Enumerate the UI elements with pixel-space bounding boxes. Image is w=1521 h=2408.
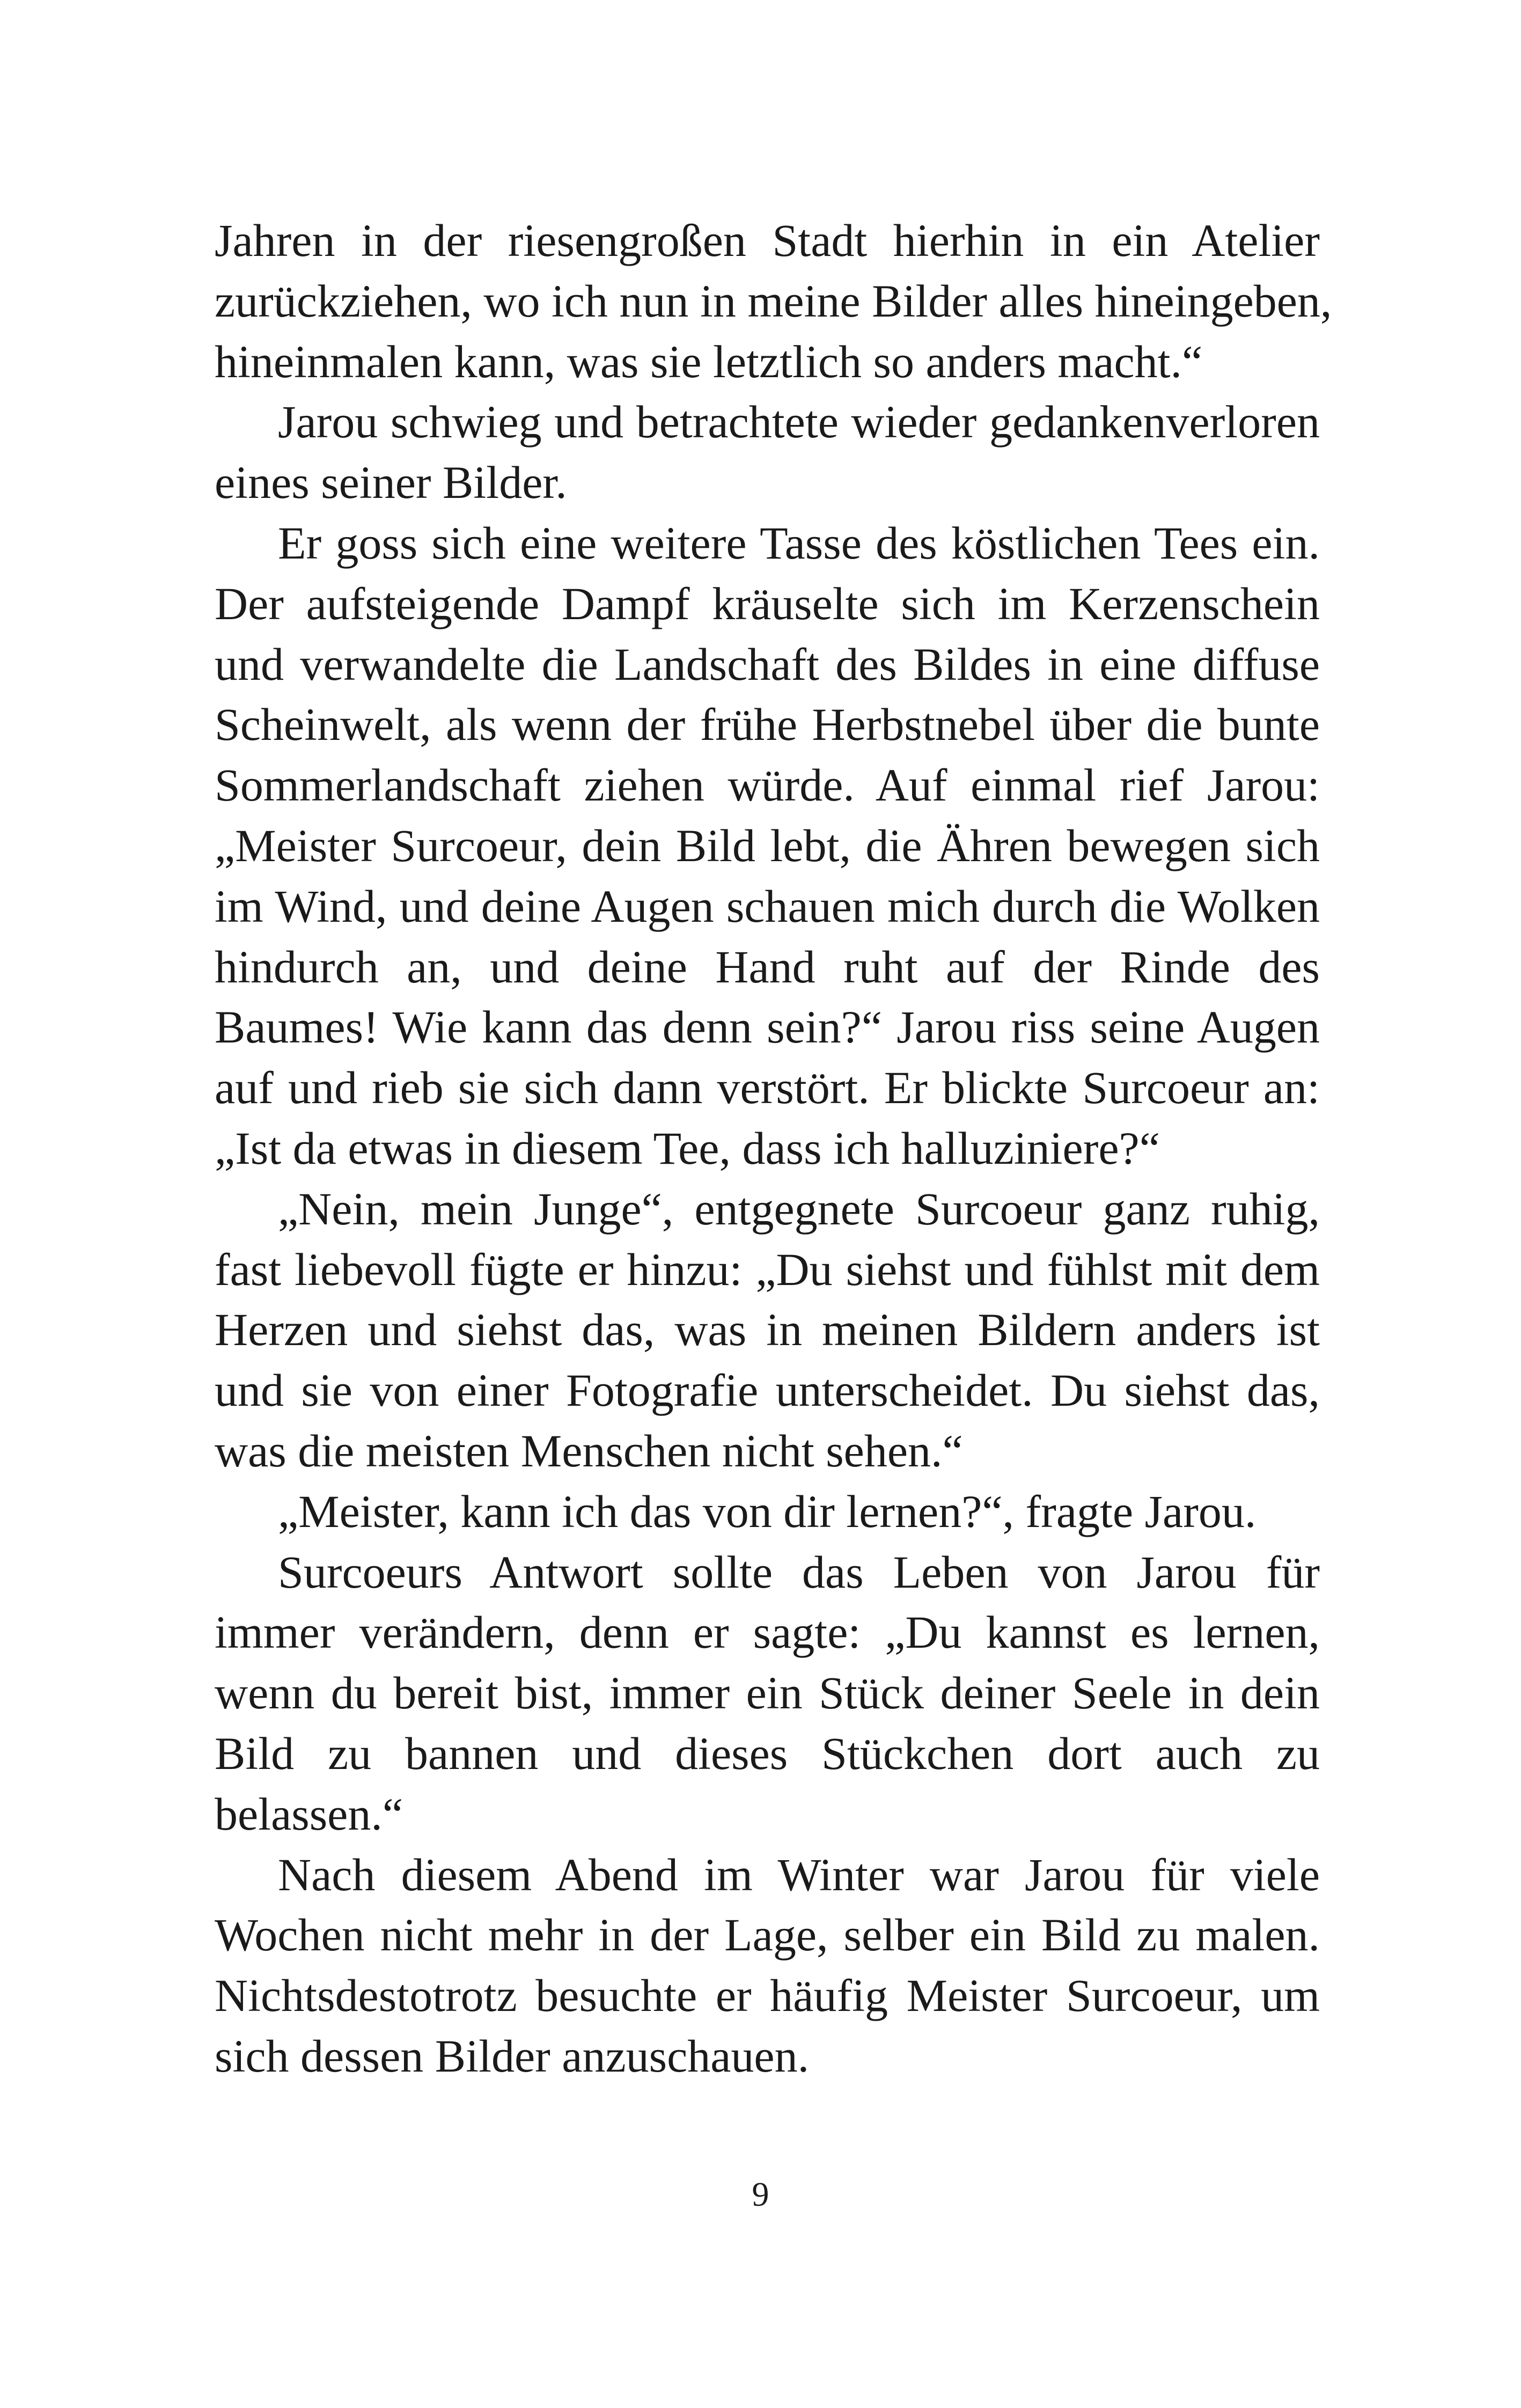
text-line: sich dessen Bilder anzuschauen. — [215, 2030, 810, 2082]
text-line: was die meisten Menschen nicht sehen.“ — [215, 1425, 963, 1477]
text-line: „Nein, mein Junge“, entgegnete Surcoeur ganz ruhig, — [278, 1183, 1320, 1235]
text-line: „Meister, kann ich das von dir lernen?“, fragte Jarou. — [278, 1485, 1257, 1537]
page-number: 9 — [752, 2175, 769, 2213]
text-line: Baumes! Wie kann das denn sein?“ Jarou riss seine Augen — [215, 1001, 1320, 1053]
text-line: eines seiner Bilder. — [215, 457, 567, 509]
text-line: fast liebevoll fügte er hinzu: „Du siehst und fühlst mit dem — [215, 1243, 1320, 1295]
text-line: und sie von einer Fotografie unterscheidet. Du siehst das, — [215, 1364, 1320, 1416]
text-line: zurückziehen, wo ich nun in meine Bilder alles hineingeben, — [215, 275, 1332, 327]
text-line: „Meister Surcoeur, dein Bild lebt, die Ähren bewegen sich — [215, 819, 1320, 871]
text-line: Er goss sich eine weitere Tasse des köstlichen Tees ein. — [278, 517, 1320, 569]
text-line: belassen.“ — [215, 1788, 403, 1840]
body-text — [215, 210, 1332, 2087]
text-line: Wochen nicht mehr in der Lage, selber ein Bild zu malen. — [215, 1909, 1320, 1961]
text-line: Jarou schwieg und betrachtete wieder gedankenverloren — [278, 396, 1320, 448]
text-line: Nichtsdestotrotz besuchte er häufig Meister Surcoeur, um — [215, 1970, 1320, 2022]
text-line: Der aufsteigende Dampf kräuselte sich im Kerzenschein — [215, 577, 1320, 629]
text-line: Sommerlandschaft ziehen würde. Auf einmal rief Jarou: — [215, 759, 1320, 811]
text-line: hindurch an, und deine Hand ruht auf der Rinde des — [215, 941, 1320, 993]
text-line: Surcoeurs Antwort sollte das Leben von Jarou für — [278, 1546, 1320, 1598]
text-line: wenn du bereit bist, immer ein Stück deiner Seele in dein — [215, 1667, 1320, 1719]
text-line: Jahren in der riesengroßen Stadt hierhin in ein Atelier — [215, 215, 1320, 266]
text-line: Bild zu bannen und dieses Stückchen dort auch zu — [215, 1727, 1320, 1779]
text-line: Herzen und siehst das, was in meinen Bildern anders ist — [215, 1304, 1320, 1356]
text-line: im Wind, und deine Augen schauen mich durch die Wolken — [215, 880, 1320, 932]
text-line: immer verändern, denn er sagte: „Du kannst es lernen, — [215, 1606, 1320, 1658]
text-line: hineinmalen kann, was sie letztlich so anders macht.“ — [215, 335, 1203, 387]
text-line: Nach diesem Abend im Winter war Jarou für viele — [278, 1848, 1320, 1900]
text-line: „Ist da etwas in diesem Tee, dass ich halluziniere?“ — [215, 1122, 1160, 1174]
text-line: auf und rieb sie sich dann verstört. Er blickte Surcoeur an: — [215, 1062, 1320, 1114]
text-line: Scheinwelt, als wenn der frühe Herbstnebel über die bunte — [215, 699, 1320, 751]
text-line: und verwandelte die Landschaft des Bildes in eine diffuse — [215, 638, 1320, 690]
